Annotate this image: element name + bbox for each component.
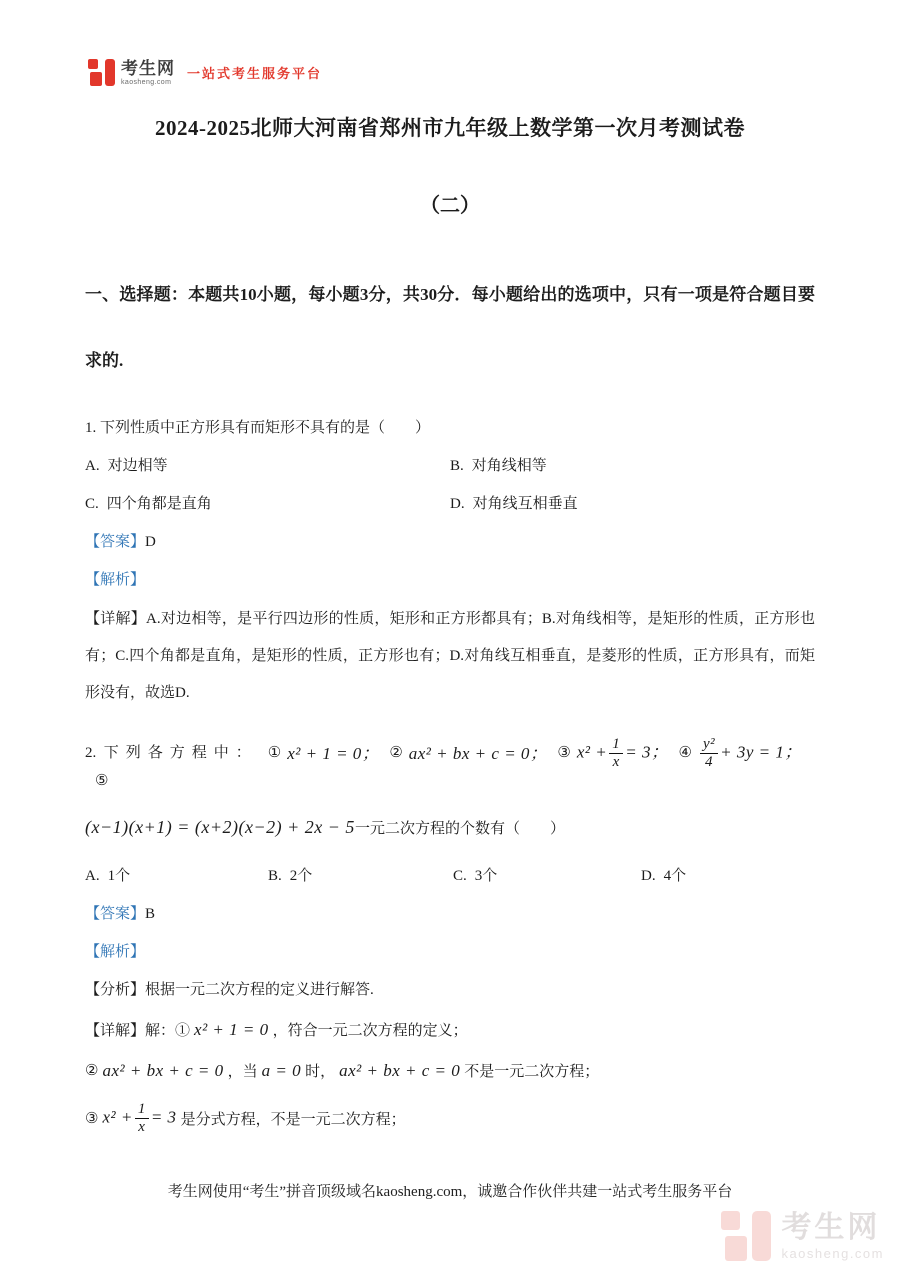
q2-option-d-text: 4个: [663, 868, 687, 884]
q2-option-a: [85, 864, 268, 885]
q1-options-row-1: [85, 454, 815, 475]
q2-answer-line: [85, 902, 815, 923]
kaosheng-logo: [88, 57, 322, 88]
page-title: 2024-2025北师大河南省郑州市九年级上数学第一次月考测试卷: [155, 116, 745, 140]
answer-tag: 【答案】: [85, 906, 146, 922]
footer-text: 考生网使用“考生”拼音顶级域名kaosheng.com，诚邀合作伙伴共建一站式考生服务平台: [167, 1184, 733, 1200]
q2-option-d-label: D.: [641, 868, 656, 884]
q2-equation-line: [85, 817, 815, 838]
q1-option-a: [85, 454, 450, 475]
q2-marker-5: ⑤: [95, 772, 109, 789]
kaosheng-logo-icon: [88, 57, 116, 88]
q2-marker-3: ③: [557, 745, 571, 761]
fraction-1-over-x: $\frac{1}{x}$: [135, 1101, 149, 1137]
q2-method-text: 根据一元二次方程的定义进行解答.: [145, 982, 374, 998]
q1-option-d: [450, 492, 815, 513]
q1-option-b-text: 对角线相等: [471, 458, 547, 474]
q2-options-row: [85, 864, 815, 885]
q1-option-c: [85, 492, 450, 513]
fraction-1-over-x: $\frac{1}{x}$: [609, 736, 623, 772]
q2-stem-line: [85, 736, 815, 791]
q2-detail-1-post: ，符合一元二次方程的定义；: [272, 1023, 468, 1039]
q2-detail-3-formula: x² + $\frac{1}{x}$ = 3: [102, 1101, 177, 1136]
q2-lead: 下列各方程中：: [103, 745, 258, 761]
q2-number: 2.: [85, 745, 97, 761]
q1-answer-value: D: [145, 534, 156, 550]
q2-option-c-text: 3个: [474, 868, 498, 884]
q2-method-line: [85, 978, 815, 999]
q2-detail-2-post: 不是一元二次方程；: [464, 1064, 600, 1080]
q1-option-a-label: A.: [85, 458, 100, 474]
q1-option-d-label: D.: [450, 496, 465, 512]
q2-option-d: [641, 864, 815, 885]
kaosheng-watermark-icon: [721, 1207, 773, 1265]
q1-option-c-label: C.: [85, 496, 99, 512]
q2-marker-1: ①: [267, 745, 282, 761]
q2-equation-suffix: 一元二次方程的个数有（ ）: [354, 821, 565, 837]
logo-name-block: [121, 60, 175, 86]
q2-detail-1-pre: 解：①: [145, 1023, 191, 1039]
q1-options-row-2: [85, 492, 815, 513]
q2-option-b-text: 2个: [289, 868, 313, 884]
q2-detail-1-formula: x² + 1 = 0: [194, 1019, 269, 1039]
q2-detail-2-mid-1: ，当: [227, 1064, 258, 1080]
q2-detail-2-formula-3: ax² + bx + c = 0: [339, 1060, 461, 1080]
q1-detail-text: A.对边相等，是平行四边形的性质，矩形和正方形都具有；B.对角线相等，是矩形的性质，正方形也有；C.四个角都是直角，是矩形的性质，正方形也有；D.对角线互相垂直，是菱形的性质，正方形具有，而矩形没有，故选D.: [85, 611, 815, 701]
q2-detail-line-2: [85, 1060, 815, 1081]
logo-domain: kaosheng.com: [121, 78, 172, 86]
logo-name: 考生网: [121, 58, 175, 78]
analysis-tag: 【解析】: [85, 944, 146, 960]
q2-detail-2-formula-1: ax² + bx + c = 0: [102, 1060, 224, 1080]
logo-tagline: 一站式考生服务平台: [187, 66, 323, 81]
q2-answer-value: B: [145, 906, 156, 922]
analysis-tag: 【解析】: [85, 572, 146, 588]
kaosheng-watermark: [721, 1207, 884, 1265]
fraction-y2-over-4: $\frac{\text{y²}}{4}$: [700, 736, 718, 772]
q2-detail-3-marker: ③: [85, 1111, 99, 1128]
watermark-domain: kaosheng.com: [781, 1245, 884, 1261]
q2-formula-3: x² + $\frac{1}{x}$ = 3；: [576, 736, 669, 771]
q1-option-b: [450, 454, 815, 475]
q2-option-c-label: C.: [453, 868, 467, 884]
q2-marker-2: ②: [389, 745, 403, 761]
q1-answer-line: [85, 530, 815, 551]
q2-option-b: [268, 864, 453, 885]
q2-detail-3-post: 是分式方程，不是一元二次方程；: [180, 1112, 406, 1129]
q2-detail-2-marker: ②: [85, 1063, 99, 1079]
q2-formula-2: ax² + bx + c = 0；: [408, 743, 548, 763]
q1-option-a-text: 对边相等: [107, 458, 168, 474]
q1-detail-para: [85, 601, 815, 712]
page-subtitle: （二）: [420, 195, 480, 217]
watermark-name: 考生网: [781, 1210, 881, 1244]
q2-detail-2-mid-2: 时，: [305, 1064, 336, 1080]
q2-formula-1: x² + 1 = 0；: [287, 743, 380, 763]
q2-option-c: [453, 864, 641, 885]
q2-analysis-line: [85, 940, 815, 961]
watermark-text-block: [781, 1210, 884, 1261]
q2-option-a-text: 1个: [107, 868, 131, 884]
q1-option-c-text: 四个角都是直角: [106, 496, 212, 512]
q2-option-a-label: A.: [85, 868, 100, 884]
q1-option-b-label: B.: [450, 458, 464, 474]
answer-tag: 【答案】: [85, 534, 146, 550]
q2-marker-4: ④: [678, 745, 692, 761]
q1-option-d-text: 对角线互相垂直: [472, 496, 578, 512]
q2-formula-4: $\frac{\text{y²}}{4}$ + 3y = 1；: [698, 736, 802, 772]
method-tag: 【分析】: [85, 982, 146, 998]
q2-detail-2-formula-2: a = 0: [261, 1060, 302, 1080]
q2-equation: (x−1)(x+1) = (x+2)(x−2) + 2x − 5: [85, 817, 355, 837]
detail-tag: 【详解】: [85, 611, 147, 627]
q1-analysis-line: [85, 568, 815, 589]
section-heading: 一、选择题：本题共10小题，每小题3分，共30分．每小题给出的选项中，只有一项是符合题目要求的.: [85, 285, 815, 370]
detail-tag: 【详解】: [85, 1023, 146, 1039]
q2-detail-line-1: [85, 1019, 815, 1040]
q2-detail-line-3: [85, 1101, 815, 1137]
q1-stem: 1. 下列性质中正方形具有而矩形不具有的是（ ）: [85, 420, 431, 436]
q2-option-b-label: B.: [268, 868, 282, 884]
